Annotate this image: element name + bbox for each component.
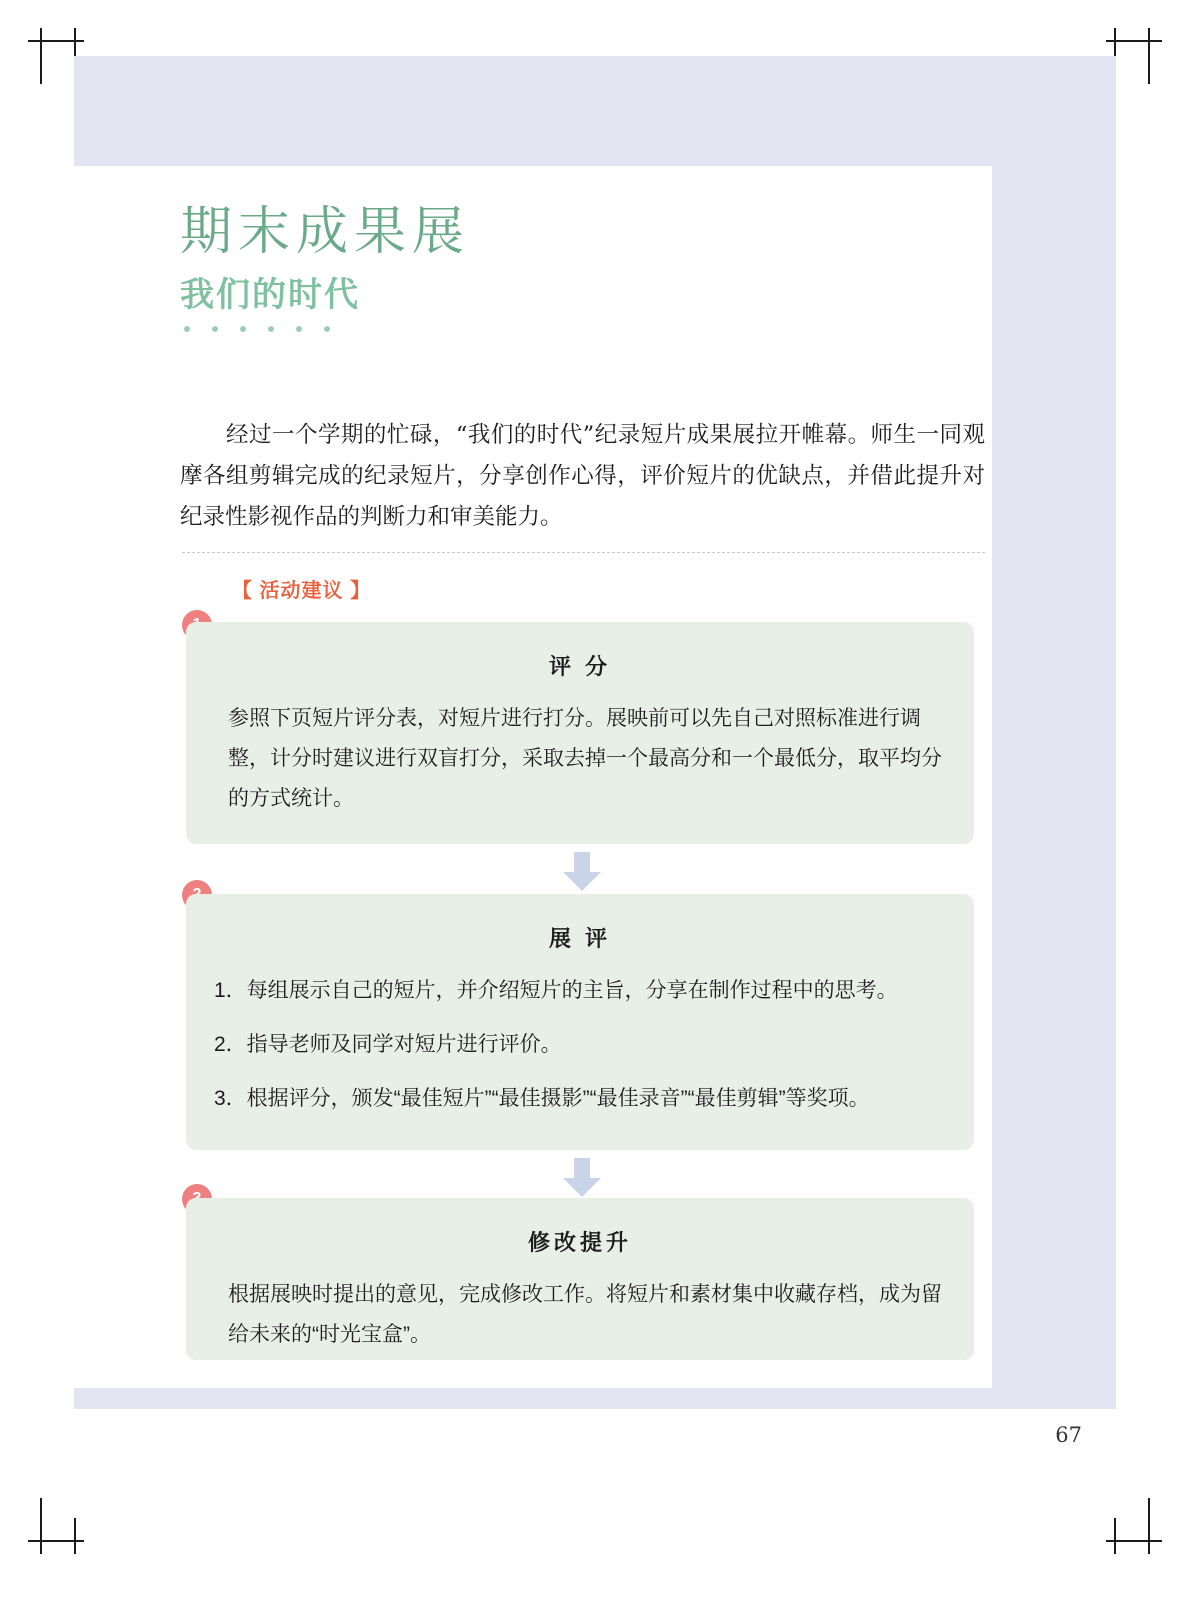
step-card-2-title: 展 评 (548, 926, 612, 951)
step-card-3-line-1: 根据展映时提出的意见，完成修改工作。将短片和素材集中收藏存档，成为留给未来的“时光宝盒”。 (228, 1283, 942, 1346)
crop-mark-inner-br (1114, 1518, 1116, 1554)
step-card-3 (186, 1198, 974, 1360)
step-card-2-line-1: 1．每组展示自己的短片，并介绍短片的主旨，分享在制作过程中的思考。 (214, 979, 898, 1002)
step-card-3-body (214, 1275, 946, 1355)
step-card-2-body (214, 971, 946, 1119)
crop-mark-tl-v (40, 28, 42, 84)
title-main: 期末成果展 (180, 202, 471, 262)
step-card-2-line-3: 3．根据评分，颁发“最佳短片”“最佳摄影”“最佳录音”“最佳剪辑”等奖项。 (214, 1087, 870, 1110)
activity-suggestion-label: 【 活动建议 】 (232, 580, 372, 602)
page-number: 67 (1055, 1423, 1082, 1447)
step-card-1-title: 评 分 (548, 654, 612, 679)
title-dot-decoration (180, 326, 880, 332)
crop-mark-tr-v (1148, 28, 1150, 84)
crop-mark-br-v (1148, 1498, 1150, 1554)
step-card-1 (186, 622, 974, 844)
step-card-2 (186, 894, 974, 1150)
step-card-1-body (214, 699, 946, 819)
crop-mark-inner-bl (74, 1518, 76, 1554)
crop-mark-tl2-h (28, 40, 30, 42)
step-card-1-line-1: 参照下页短片评分表，对短片进行打分。展映前可以先自己对照标准进行调整，计分时建议进行双盲打分，采取去掉一个最高分和一个最低分，取平均分的方式统计。 (228, 707, 942, 810)
title-subtitle: 我们的时代 (180, 276, 360, 314)
page-title (180, 200, 880, 332)
intro-paragraph: 经过一个学期的忙碌，“我们的时代”纪录短片成果展拉开帷幕。师生一同观摩各组剪辑完成的纪录短片，分享创作心得，评价短片的优缺点，并借此提升对纪录性影视作品的判断力和审美能力。 (180, 422, 985, 530)
flow-arrow-2-icon (561, 1158, 603, 1198)
flow-arrow-1-icon (561, 852, 603, 892)
crop-mark-bl-v (40, 1498, 42, 1554)
section-divider (182, 552, 985, 553)
step-card-2-line-2: 2．指导老师及同学对短片进行评价。 (214, 1033, 562, 1056)
step-card-3-title: 修改提升 (527, 1230, 632, 1255)
